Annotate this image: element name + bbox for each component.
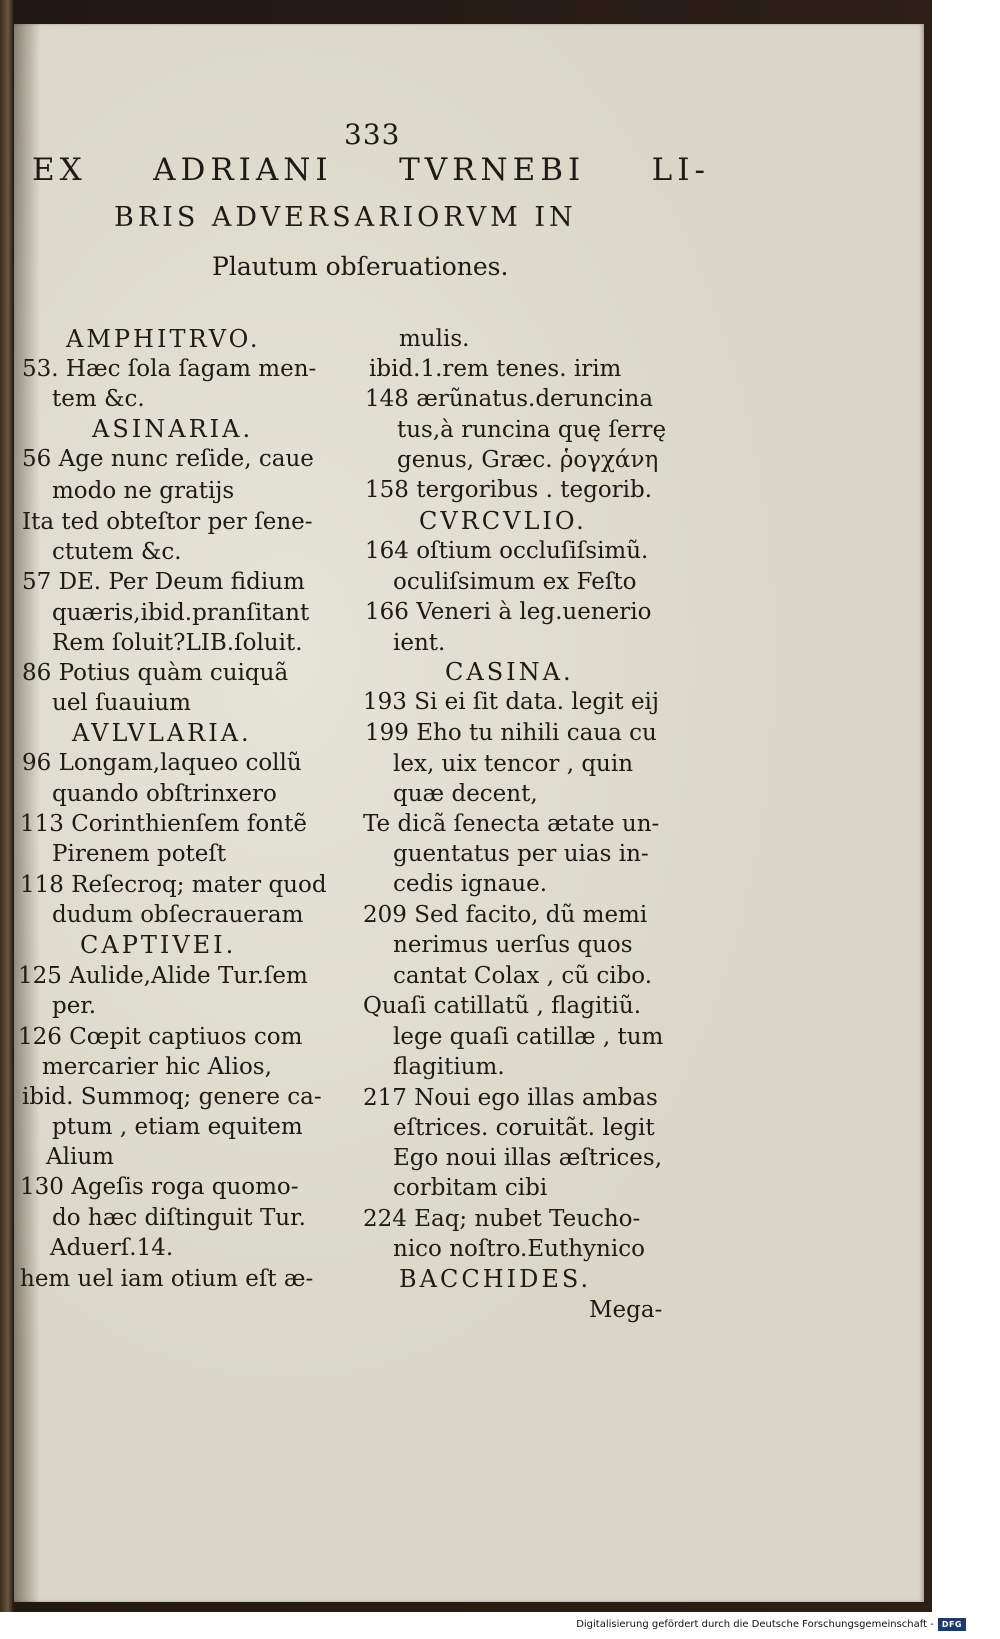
text-line: oculiſsimum ex Feſto [393,569,637,595]
play-title: CAPTIVEI. [80,931,237,959]
text-line: 164 oſtium occluſiſsimũ. [365,538,649,564]
heading-word: ADRIANI [153,152,333,188]
text-line: dudum obſecraueram [52,902,304,928]
text-line: Pirenem poteſt [52,841,227,867]
text-line: 166 Veneri à leg.uenerio [365,599,652,625]
text-line: ptum , etiam equitem [52,1114,303,1140]
text-line: modo ne gratijs [52,478,235,504]
text-line: lege quaſi catillæ , tum [393,1024,664,1050]
text-line: 130 Ageſis roga quomo- [20,1174,299,1200]
text-line: quæ decent, [393,781,538,807]
text-line: Ego noui illas æſtrices, [393,1145,663,1171]
text-line: 217 Noui ego illas ambas [363,1085,658,1111]
text-line: Quaſi catillatũ , flagitiũ. [363,993,642,1019]
text-line: quæris,ibid.pranſitant [52,600,310,626]
text-line: 199 Eho tu nihili caua cu [365,720,657,746]
text-line: Mega- [589,1297,663,1323]
text-line: 209 Sed facito, dũ memi [363,902,648,928]
text-line: mercarier hic Alios, [42,1054,272,1080]
text-line: cantat Colax , cũ cibo. [393,963,653,989]
text-line: 224 Eaq; nubet Teucho- [363,1206,641,1232]
play-title: CVRCVLIO. [419,507,587,535]
text-line: 148 ærũnatus.deruncina [365,386,654,412]
dfg-logo: DFG [938,1618,966,1631]
text-line: 113 Corinthienſem fontẽ [20,811,307,837]
text-line: do hæc diſtinguit Tur. [52,1205,306,1231]
heading-word: TVRNEBI [399,152,586,188]
text-line: hem uel iam otium eſt æ- [20,1266,314,1292]
text-line: quando obſtrinxero [52,781,277,807]
text-line: 56 Age nunc reſide, caue [22,446,314,472]
text-line: mulis. [399,326,470,352]
text-line: 96 Longam,laqueo collũ [22,750,302,776]
heading-word: EX [32,152,87,188]
text-line: ibid. Summoq; genere ca- [22,1084,322,1110]
text-line: Ita ted obteſtor per ſene- [22,509,313,535]
text-line: tus,à runcina quę ſerrę [397,417,667,443]
play-title: AVLVLARIA. [72,719,252,747]
play-title: ASINARIA. [92,415,254,443]
text-line: tem &c. [52,386,145,412]
text-line: corbitam cibi [393,1175,548,1201]
text-line: 193 Si ei ſit data. legit eij [363,689,660,715]
text-line: ient. [393,630,446,656]
heading-word: LI- [651,152,710,188]
text-line: Te dicã ſenecta ætate un- [363,811,660,837]
heading-line-3: Plautum obſeruationes. [212,252,509,281]
text-line: Alium [46,1144,114,1170]
text-line: 126 Cœpit captiuos com [18,1024,303,1050]
text-line: 158 tergoribus . tegorib. [365,477,653,503]
text-line: cedis ignaue. [393,871,548,897]
heading-line-1 [32,152,710,188]
text-line: Rem ſoluit?LIB.ſoluit. [52,630,303,656]
play-title: CASINA. [445,658,574,686]
text-line: 125 Aulide,Alide Tur.ſem [18,963,308,989]
text-line: ctutem &c. [52,539,182,565]
text-line: 57 DE. Per Deum fidium [22,569,305,595]
text-line: lex, uix tencor , quin [393,751,634,777]
text-line: guentatus per uias in- [393,841,649,867]
digitization-footer [576,1618,966,1631]
footer-credit: Digitalisierung gefördert durch die Deutsche Forschungsgemeinschaft - [576,1619,934,1630]
text-line: ibid.1.rem tenes. irim [369,356,622,382]
text-line: eſtrices. coruitãt. legit [393,1115,655,1141]
heading-line-2: BRIS ADVERSARIORVM IN [114,202,577,233]
text-line: 86 Potius quàm cuiquã [22,660,289,686]
text-line: nico noſtro.Euthynico [393,1236,645,1262]
text-line: 118 Reſecroq; mater quod [20,872,327,898]
play-title: BACCHIDES. [399,1265,592,1293]
play-title: AMPHITRVO. [66,325,261,353]
book-page [14,24,924,1602]
text-line: genus, Græc. ῥογχάνη [397,447,659,473]
text-line: Aduerſ.14. [50,1235,174,1261]
page-number: 333 [344,118,401,151]
text-line: 53. Hæc ſola ſagam men- [22,356,317,382]
text-line: flagitium. [393,1054,505,1080]
text-line: uel ſuauium [52,690,191,716]
text-line: nerimus uerſus quos [393,932,633,958]
text-line: per. [52,993,97,1019]
